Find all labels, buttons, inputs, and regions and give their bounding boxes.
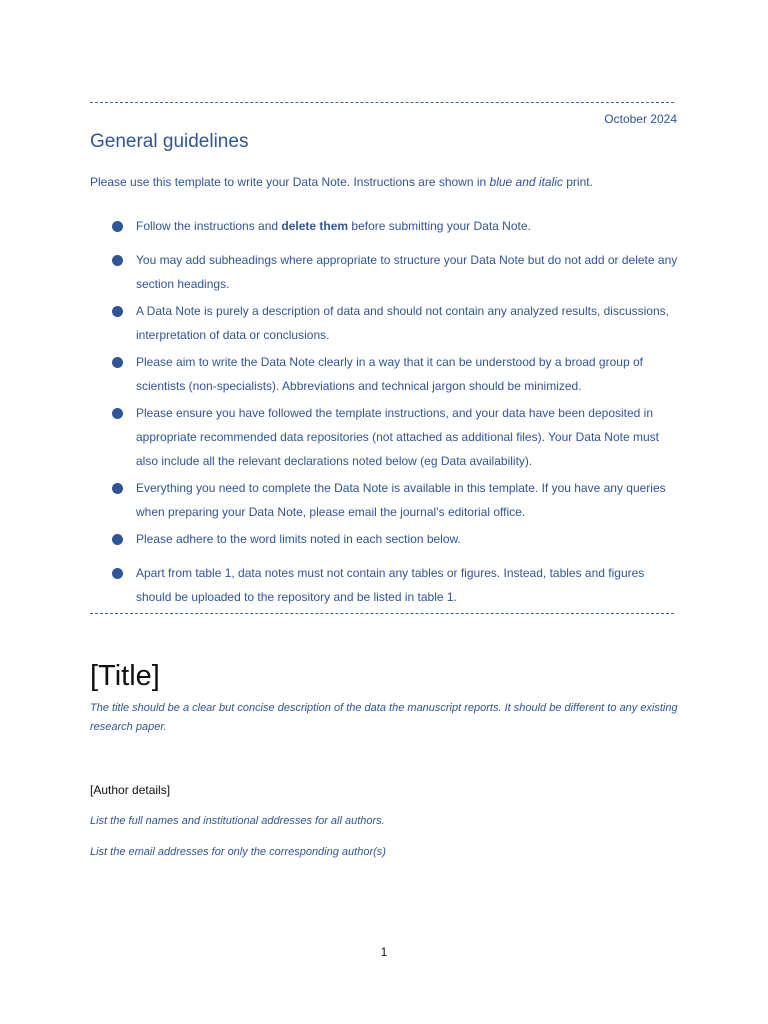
guideline-item	[112, 350, 682, 398]
bottom-dashed-divider	[90, 613, 674, 614]
guideline-text: A Data Note is purely a description of data and should not contain any analyzed results, discussions, interpretation of data or conclusions.	[136, 304, 669, 342]
guideline-text: Everything you need to complete the Data Note is available in this template. If you have any queries when preparing your Data Note, please email the journal’s editorial office.	[136, 481, 666, 519]
intro-text-end: print.	[562, 175, 593, 189]
guideline-item	[112, 401, 682, 473]
guideline-item	[112, 299, 682, 347]
bullet-dot-icon	[112, 534, 123, 545]
author-details-heading: [Author details]	[90, 783, 171, 797]
bullet-dot-icon	[112, 568, 123, 579]
bullet-dot-icon	[112, 255, 123, 266]
guideline-text-bold: delete them	[281, 219, 349, 233]
guideline-text-end: before submitting your Data Note.	[348, 219, 531, 233]
intro-text-start: Please use this template to write your Data Note. Instructions are shown in	[90, 175, 490, 189]
bullet-dot-icon	[112, 408, 123, 419]
guideline-item	[112, 476, 682, 524]
guideline-item	[112, 561, 682, 609]
title-placeholder: [Title]	[90, 660, 160, 692]
guidelines-list	[112, 214, 682, 609]
bullet-dot-icon	[112, 221, 123, 232]
bullet-dot-icon	[112, 306, 123, 317]
guideline-text: Please aim to write the Data Note clearly in a way that it can be understood by a broad group of scientists (non-specialists). Abbreviations and technical jargon should be minimized.	[136, 355, 643, 393]
guideline-text-start: Follow the instructions and	[136, 219, 282, 233]
page-number: 1	[380, 945, 388, 959]
document-date: October 2024	[604, 112, 677, 126]
guideline-item	[112, 527, 682, 551]
guidelines-heading: General guidelines	[90, 131, 249, 152]
guideline-text: Please ensure you have followed the template instructions, and your data have been deposited in appropriate recommended data repositories (not attached as additional files). Your Data Note must also include all the relevant declarations noted below (eg Data availability).	[136, 406, 659, 468]
guidelines-intro	[90, 175, 690, 189]
author-names-instruction: List the full names and institutional addresses for all authors.	[90, 815, 385, 827]
bullet-dot-icon	[112, 357, 123, 368]
guideline-item	[112, 248, 682, 296]
guideline-item	[112, 214, 682, 238]
guideline-text: Please adhere to the word limits noted in each section below.	[136, 532, 461, 546]
guideline-text: You may add subheadings where appropriate to structure your Data Note but do not add or delete any section headings.	[136, 253, 678, 291]
top-dashed-divider	[90, 102, 674, 103]
author-email-instruction: List the email addresses for only the corresponding author(s)	[90, 846, 386, 858]
title-instruction: The title should be a clear but concise description of the data the manuscript reports. It should be different to any existing research paper.	[90, 702, 678, 733]
intro-text-italic: blue and italic	[489, 175, 563, 189]
bullet-dot-icon	[112, 483, 123, 494]
guideline-text: Apart from table 1, data notes must not contain any tables or figures. Instead, tables and figures should be uploaded to the repository and be listed in table 1.	[136, 566, 645, 604]
